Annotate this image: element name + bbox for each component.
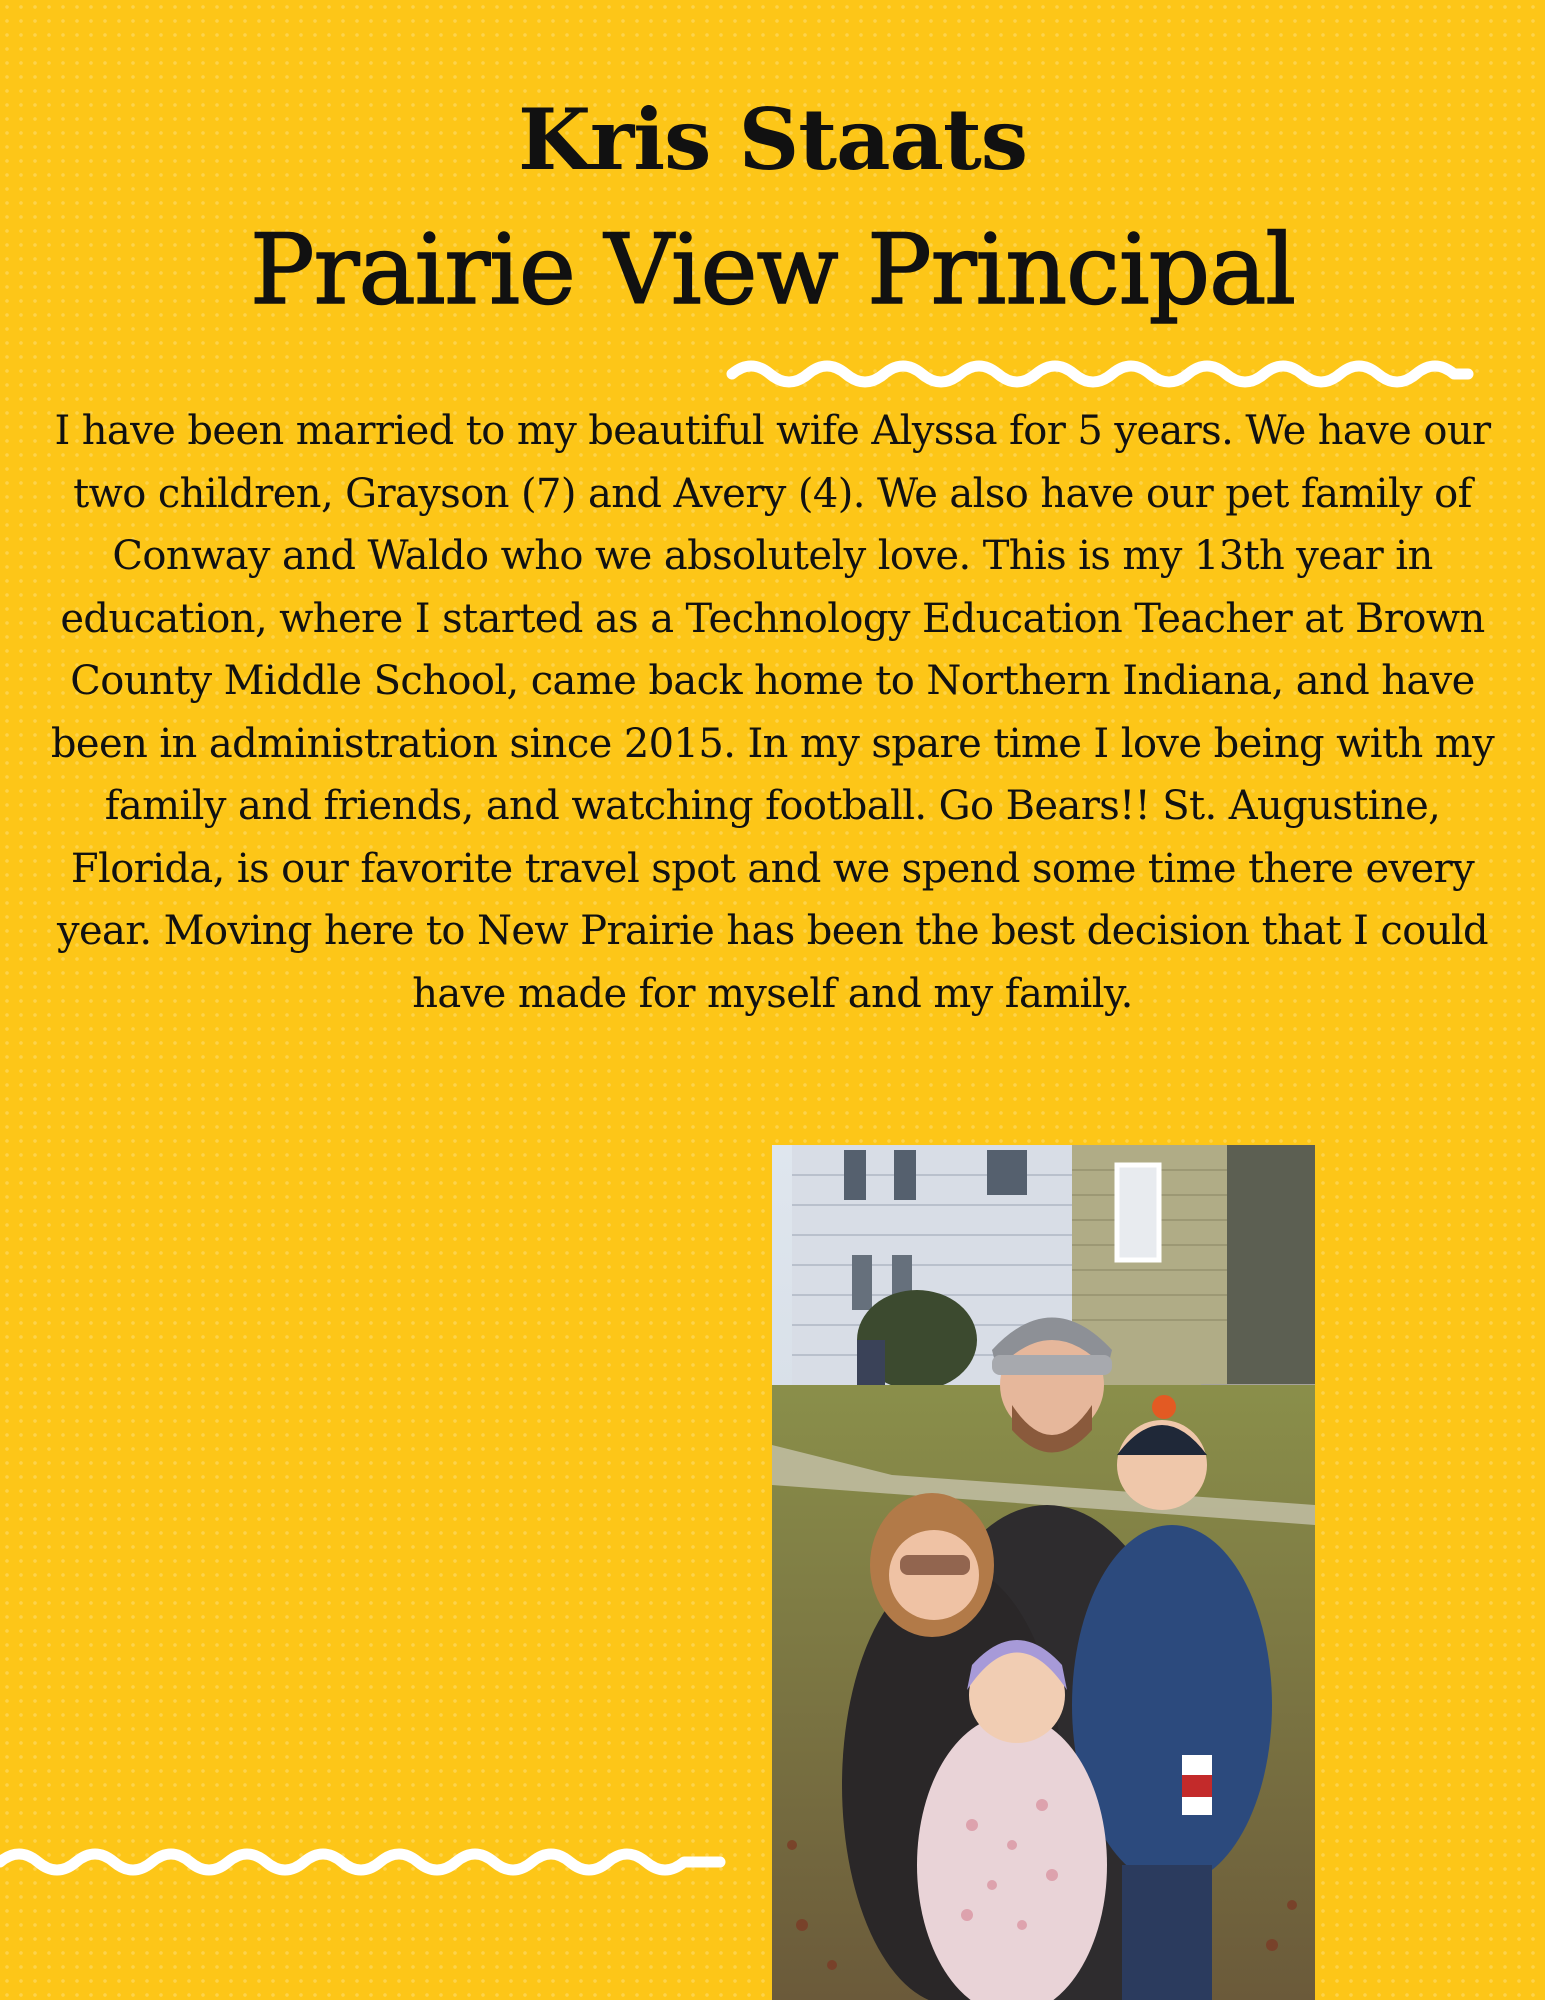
family-photo	[772, 1145, 1315, 2000]
person-name: Kris Staats	[517, 90, 1028, 189]
page-header	[0, 85, 1545, 345]
family-photo-icon	[772, 1145, 1315, 2000]
bio-paragraph: I have been married to my beautiful wife Alyssa for 5 years. We have our two children, Grayson (7) and Avery (4). We also have our pet family of Conway and Waldo who we absolutely love. This is my 13th year in education, where I started as a Technology Education Teacher at Brown County Middle School, came back home to Northern Indiana, and have been in administration since 2015. In my spare time I love being with my family and friends, and watching football. Go Bears!! St. Augustine, Florida, is our favorite travel spot and we spend some time there every year. Moving here to New Prairie has been the best decision that I could have made for myself and my family.	[50, 408, 1495, 1017]
squiggle-divider-top	[722, 352, 1478, 392]
squiggle-divider-bottom	[0, 1842, 730, 1882]
job-title: Prairie View Principal	[249, 214, 1296, 326]
